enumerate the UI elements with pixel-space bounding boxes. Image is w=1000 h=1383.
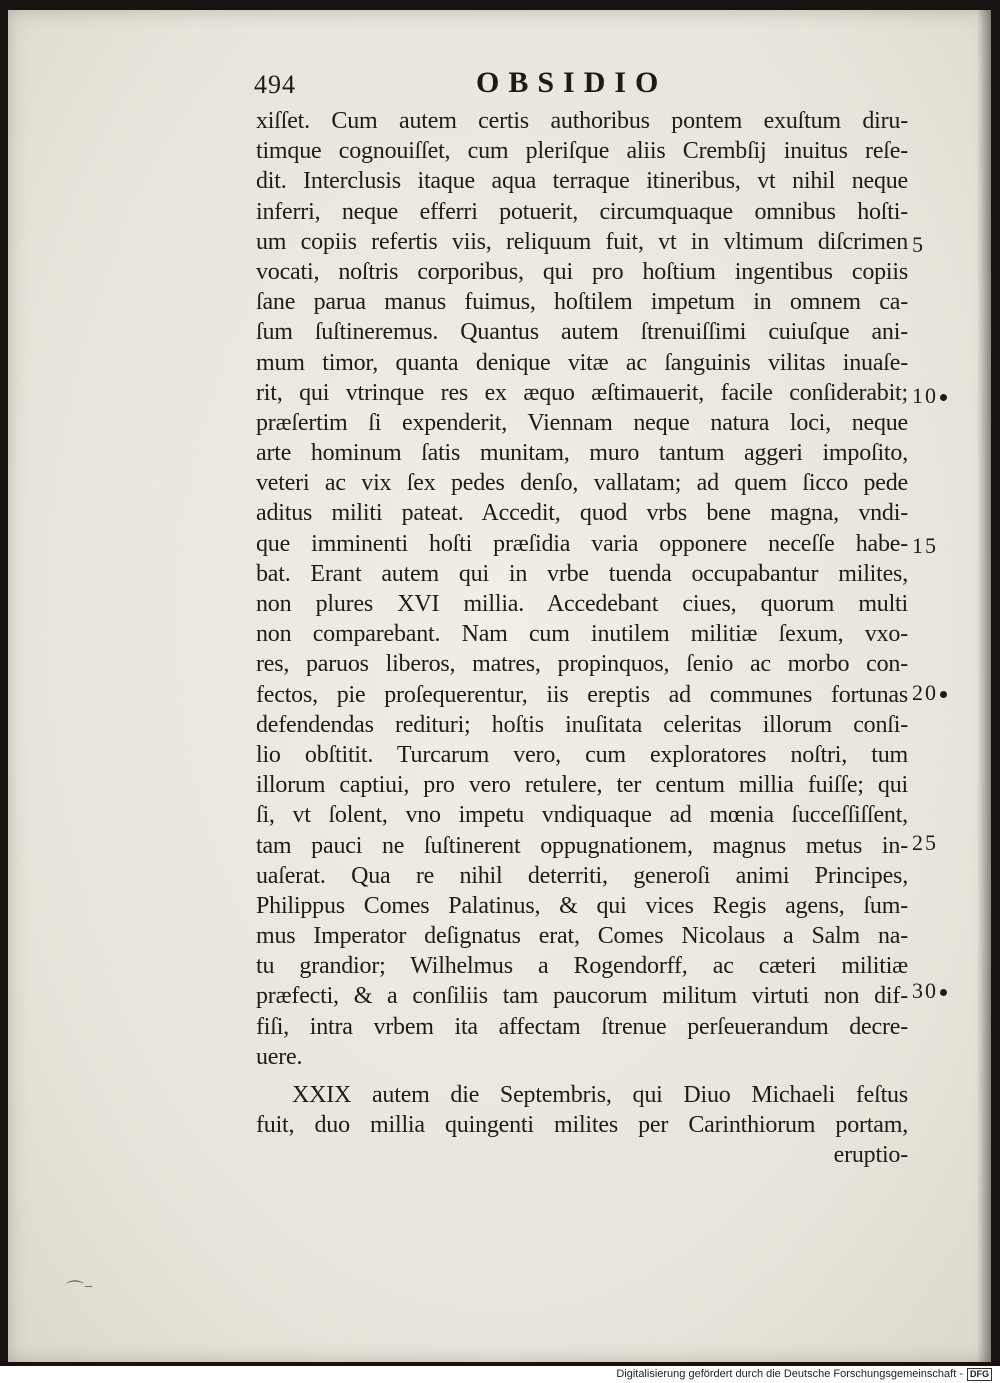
running-head: OBSIDIO	[476, 66, 668, 99]
text-line: inferri, neque efferri potuerit, circumquaque omnibus hoſti-	[256, 198, 908, 225]
text-line: veteri ac vix ſex pedes denſo, vallatam; ad quem ſicco pede	[256, 470, 908, 497]
text-line: præfecti, & a conſiliis tam paucorum militum virtuti non dif-	[256, 983, 908, 1010]
text-line: uaſerat. Qua re nihil deterriti, generoſi animi Principes,	[256, 862, 908, 889]
digitization-credit	[616, 1367, 992, 1382]
margin-line-number: 5	[912, 232, 925, 257]
pencil-mark: ⌒⁻	[66, 1280, 94, 1300]
page-header	[244, 62, 924, 106]
text-line: aditus militi pateat. Accedit, quod vrbs bene magna, vndi-	[256, 500, 908, 527]
text-line: mus Imperator deſignatus erat, Comes Nicolaus a Salm na-	[256, 923, 908, 950]
text-line: præſertim ſi expenderit, Viennam neque natura loci, neque	[256, 409, 908, 436]
margin-line-number: 25	[912, 830, 938, 855]
text-line: rit, qui vtrinque res ex æquo æſtimauerit, facile conſiderabit;	[256, 379, 908, 406]
text-line: mum timor, quanta denique vitæ ac ſanguinis vilitas inuaſe-	[256, 349, 908, 376]
margin-line-number: 15	[912, 533, 938, 558]
text-line: vocati, noſtris corporibus, qui pro hoſtium ingentibus copiis	[256, 258, 908, 285]
text-line: um copiis refertis viis, reliquum fuit, vt in vltimum diſcrimen	[256, 228, 908, 255]
text-line: arte hominum ſatis munitam, muro tantum aggeri impoſito,	[256, 440, 908, 467]
text-line: tam pauci ne ſuſtinerent oppugnationem, magnus metus in-	[256, 832, 908, 859]
text-line: defendendas redituri; hoſtis inuſitata celeritas illorum conſi-	[256, 711, 908, 738]
text-line: illorum captiui, pro vero retulere, ter centum millia fuiſſe; qui	[256, 772, 908, 799]
text-line: non plures XVI millia. Accedebant ciues, quorum multi	[256, 591, 908, 617]
margin-line-number: 30	[912, 978, 947, 1004]
page-number: 494	[254, 70, 296, 99]
catchword: eruptio-	[833, 1142, 908, 1169]
text-line: dit. Interclusis itaque aqua terraque itineribus, vt nihil neque	[256, 168, 908, 195]
text-line: ſum ſuſtineremus. Quantus autem ſtrenuiſſimi cuiuſque ani-	[256, 319, 908, 346]
text-line: fiſi, intra vrbem ita affectam ſtrenue perſeuerandum decre-	[256, 1013, 908, 1040]
text-line: bat. Erant autem qui in vrbe tuenda occupabantur milites,	[256, 560, 908, 587]
margin-line-number: 10	[912, 383, 947, 409]
margin-dot	[940, 394, 947, 401]
text-line: fuit, duo millia quingenti milites per Carinthiorum portam,	[256, 1112, 908, 1139]
text-line: Philippus Comes Palatinus, & qui vices Regis agens, ſum-	[256, 892, 908, 919]
text-line: tu grandior; Wilhelmus a Rogendorff, ac cæteri militiæ	[256, 953, 908, 980]
text-line: XXIX autem die Septembris, qui Diuo Michaeli feſtus	[292, 1082, 908, 1108]
text-line: non comparebant. Nam cum inutilem militiæ ſexum, vxo-	[256, 621, 908, 648]
text-line: uere.	[256, 1043, 303, 1070]
text-line: lio obſtitit. Turcarum vero, cum exploratores noſtri, tum	[256, 741, 908, 768]
text-line: que imminenti hoſti præſidia varia opponere neceſſe habe-	[256, 530, 908, 557]
margin-line-number: 20	[912, 680, 947, 706]
paragraph-gap	[256, 1072, 908, 1080]
text-block	[256, 106, 908, 1171]
margin-dot	[940, 989, 947, 996]
credit-text: Digitalisierung gefördert durch die Deutsche Forschungsgemeinschaft -	[616, 1368, 963, 1380]
gutter-shadow	[977, 10, 991, 1362]
margin-dot	[940, 691, 947, 698]
text-line: res, paruos liberos, matres, propinquos, ſenio ac morbo con-	[256, 651, 908, 678]
text-line: timque cognouiſſet, cum pleriſque aliis Crembſij inuitus reſe-	[256, 138, 908, 165]
text-line: ſi, vt ſolent, vno impetu vndiquaque ad mœnia ſucceſſiſſent,	[256, 802, 908, 829]
text-line: fectos, pie proſequerentur, iis ereptis ad communes fortunas	[256, 681, 908, 708]
dfg-logo: DFG	[967, 1368, 992, 1381]
text-line: xiſſet. Cum autem certis authoribus pontem exuſtum diru-	[256, 108, 908, 134]
text-line: ſane parua manus fuimus, hoſtilem impetum in omnem ca-	[256, 289, 908, 316]
